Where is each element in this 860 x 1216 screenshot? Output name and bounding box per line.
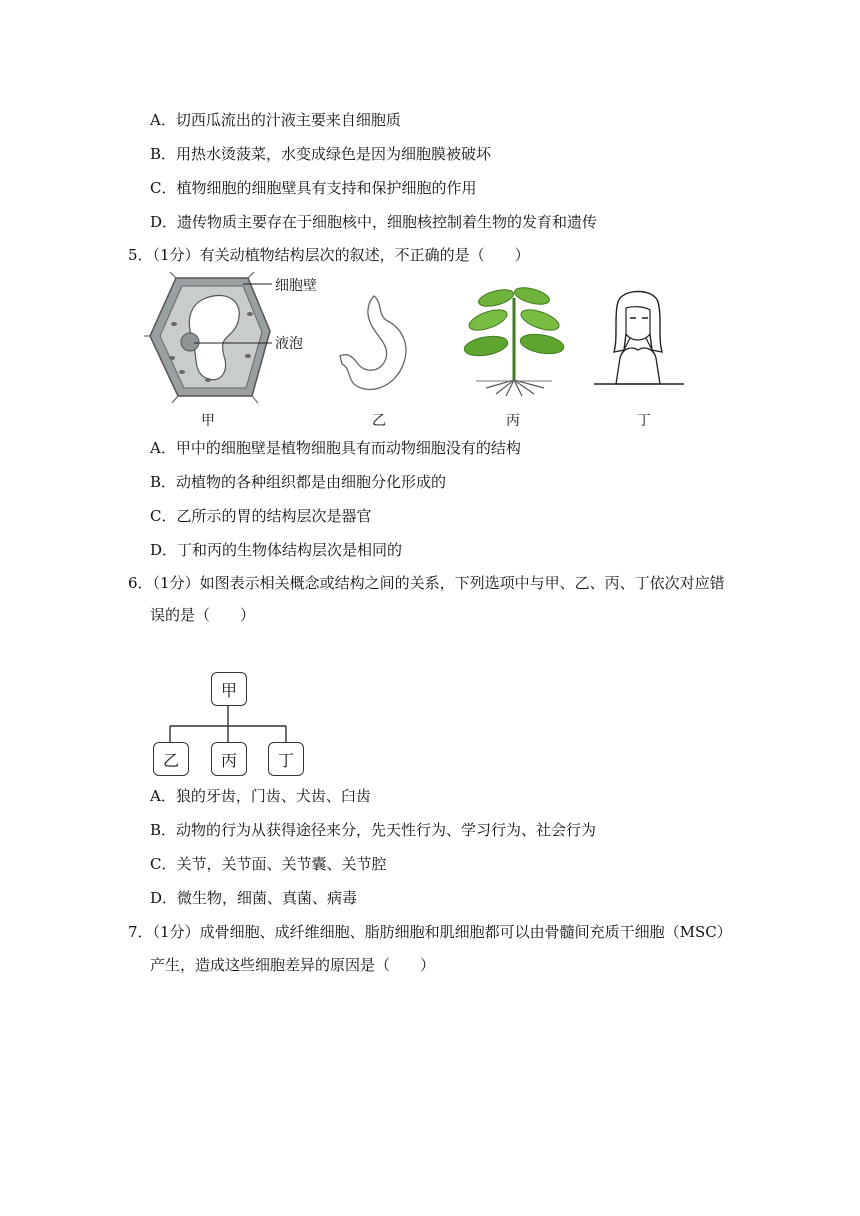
q5-option-c: C．乙所示的胃的结构层次是器官: [150, 507, 372, 525]
q7-stem-line2: 产生，造成这些细胞差异的原因是（ ）: [150, 956, 436, 974]
q6-option-c: C．关节，关节面、关节囊、关节腔: [150, 855, 387, 873]
q4-option-d: D．遗传物质主要存在于细胞核中，细胞核控制着生物的发育和遗传: [150, 213, 598, 231]
diagram-box-right: 丁: [268, 742, 304, 776]
q6-option-b: B．动物的行为从获得途径来分，先天性行为、学习行为、社会行为: [150, 821, 597, 839]
caption-bing: 丙: [506, 413, 520, 429]
diagram-box-left: 乙: [153, 742, 189, 776]
label-vacuole: 液泡: [275, 336, 303, 352]
q5-option-a: A．甲中的细胞壁是植物细胞具有而动物细胞没有的结构: [150, 439, 521, 457]
q7-stem-line1: 7．（1分）成骨细胞、成纤维细胞、脂肪细胞和肌细胞都可以由骨髓间充质干细胞（MSC）: [128, 923, 732, 941]
label-cell-wall: 细胞壁: [275, 278, 317, 294]
plant-figure: [466, 284, 562, 399]
caption-ding: 丁: [637, 413, 651, 429]
stomach-figure: [338, 292, 418, 402]
caption-jia: 甲: [201, 413, 215, 429]
q6-option-d: D．微生物，细菌、真菌、病毒: [150, 889, 358, 907]
q4-option-c: C．植物细胞的细胞壁具有支持和保护细胞的作用: [150, 179, 477, 197]
q5-option-b: B．动植物的各种组织都是由细胞分化形成的: [150, 473, 447, 491]
q5-stem: 5．（1分）有关动植物结构层次的叙述，不正确的是（ ）: [128, 246, 530, 264]
q4-option-b: B．用热水烫菠菜，水变成绿色是因为细胞膜被破坏: [150, 145, 492, 163]
q6-stem-line2: 误的是（ ）: [150, 606, 256, 624]
q6-option-a: A．狼的牙齿，门齿、犬齿、臼齿: [150, 787, 371, 805]
q6-stem-line1: 6．（1分）如图表示相关概念或结构之间的关系，下列选项中与甲、乙、丙、丁依次对应错: [128, 574, 725, 592]
caption-yi: 乙: [372, 413, 386, 429]
q4-option-a: A．切西瓜流出的汁液主要来自细胞质: [150, 111, 401, 129]
q5-option-d: D．丁和丙的生物体结构层次是相同的: [150, 541, 403, 559]
diagram-box-top: 甲: [211, 672, 247, 706]
diagram-box-middle: 丙: [211, 742, 247, 776]
girl-figure: [592, 288, 684, 388]
